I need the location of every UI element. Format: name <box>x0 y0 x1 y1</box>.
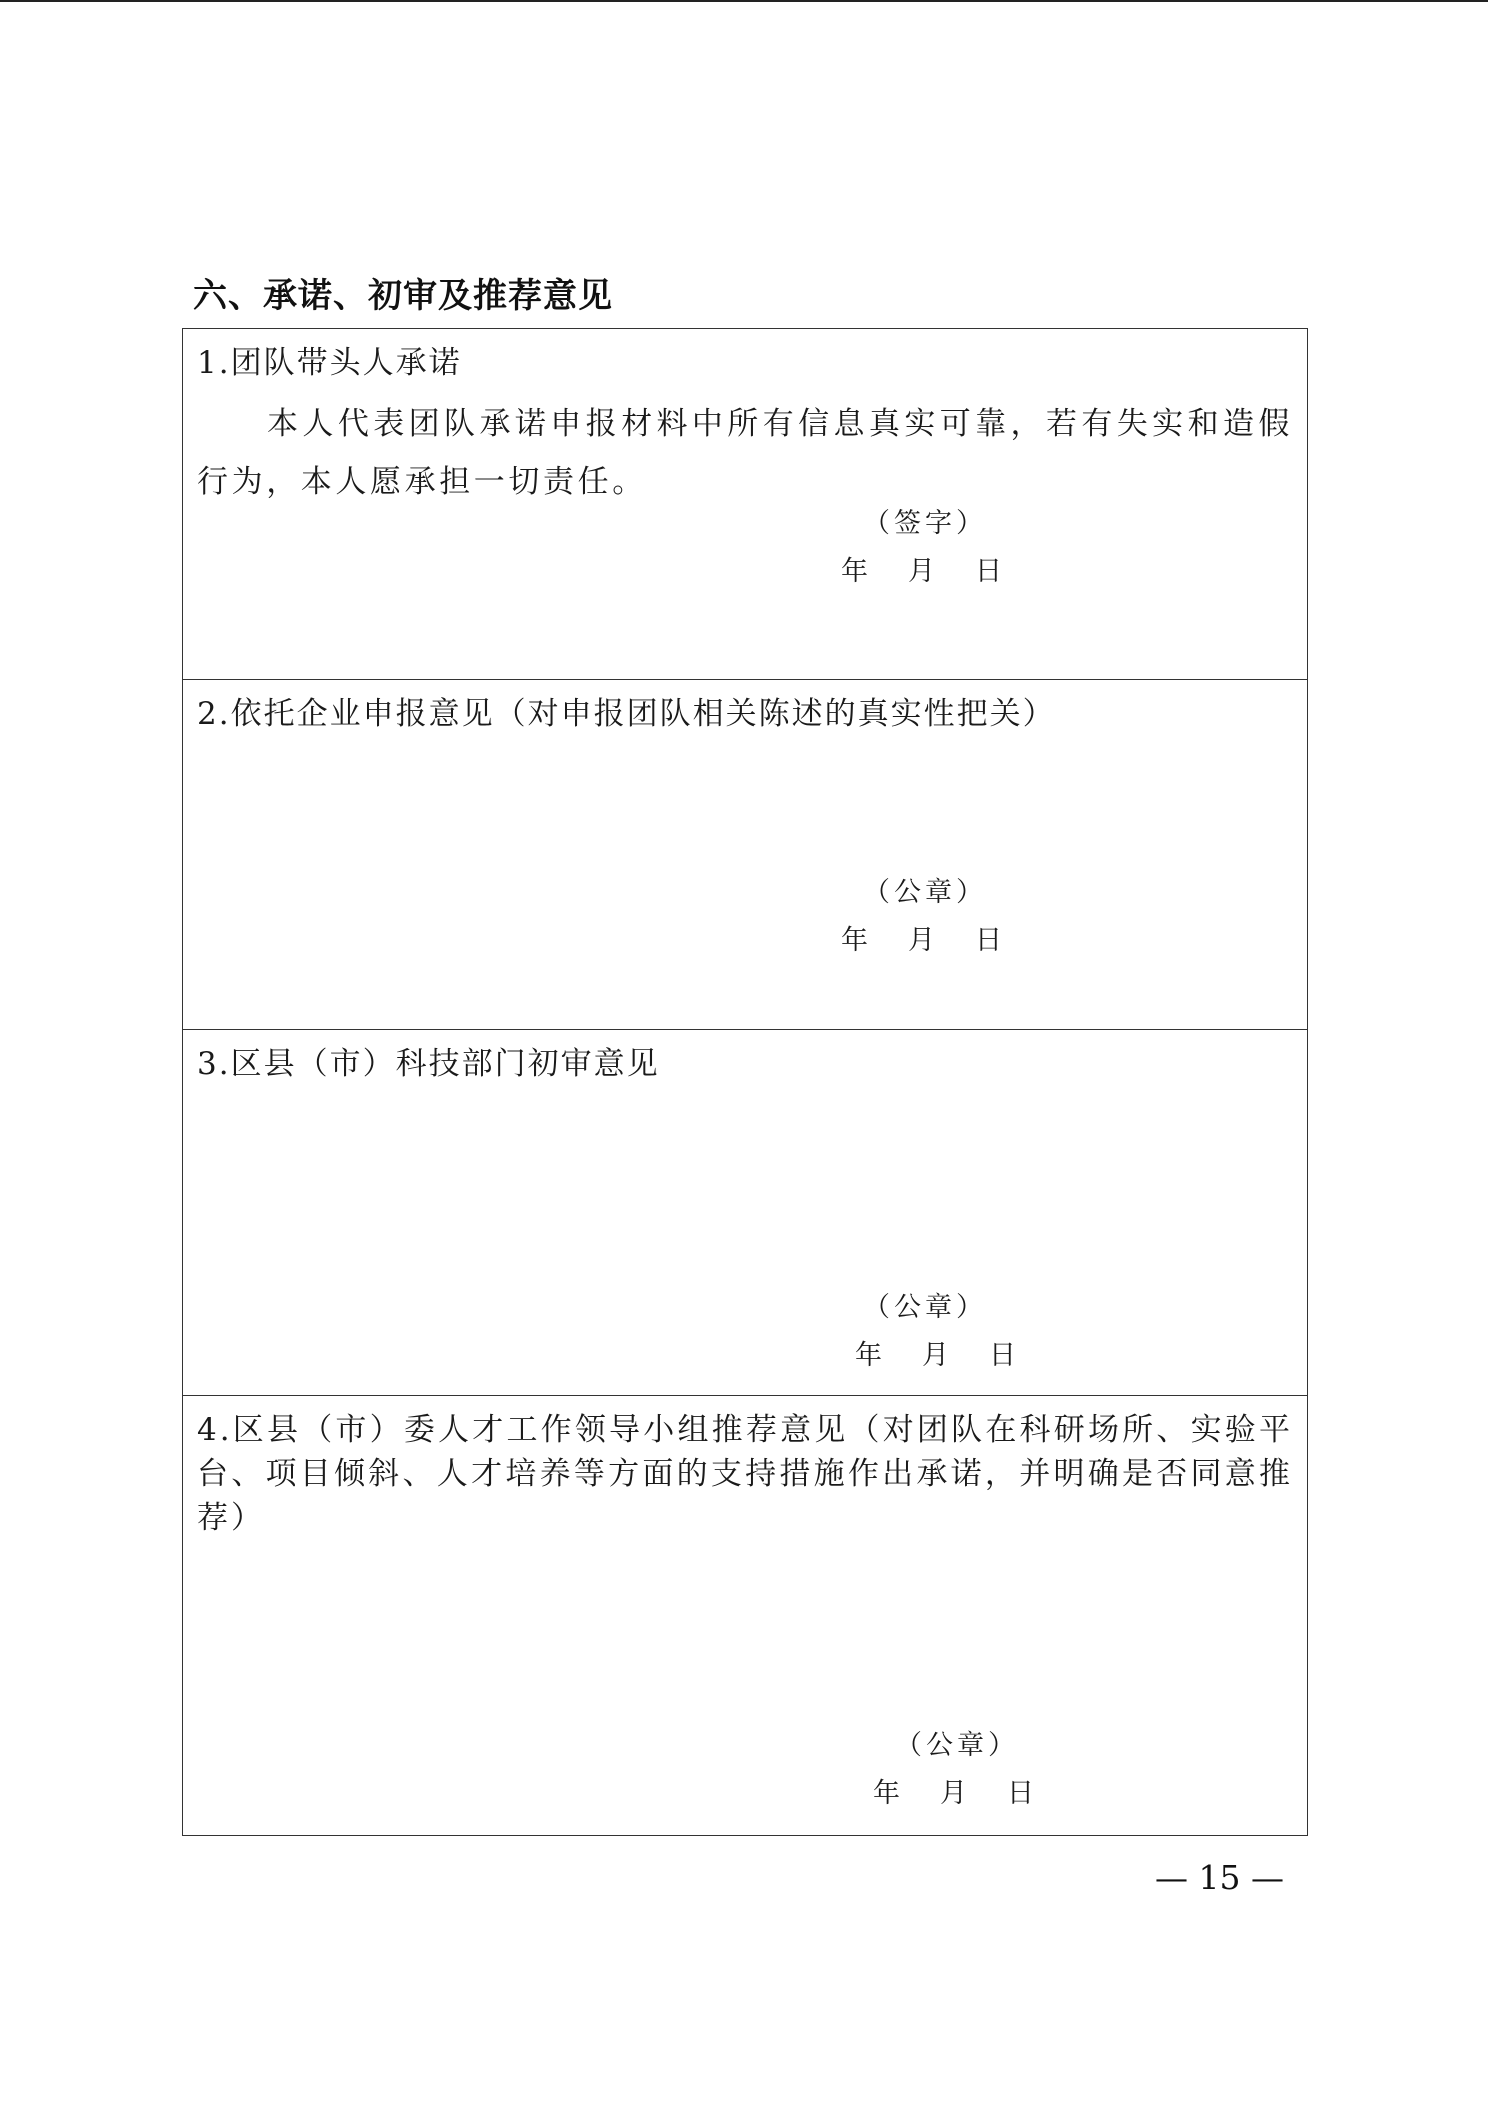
date-month: 月 <box>940 1778 967 1809</box>
section-title: 六、承诺、初审及推荐意见 <box>193 276 613 316</box>
leader-pledge-heading: 1.团队带头人承诺 <box>197 345 462 381</box>
date-year: 年 <box>841 556 868 587</box>
date-month: 月 <box>908 556 935 587</box>
date-month: 月 <box>908 925 935 956</box>
page-number: — 15 — <box>1155 1858 1284 1897</box>
pledge-statement: 本人代表团队承诺申报材料中所有信息真实可靠，若有失实和造假行为，本人愿承担一切责任。 <box>197 406 1293 500</box>
date-year: 年 <box>841 925 868 956</box>
date-day: 日 <box>975 556 1002 587</box>
seal-label: （公章） <box>863 1292 987 1323</box>
opinion-form-table <box>182 328 1308 1836</box>
talent-group-recommendation-heading: 4.区县（市）委人才工作领导小组推荐意见（对团队在科研场所、实验平台、项目倾斜、人才培养等方面的支持措施作出承诺，并明确是否同意推荐） <box>197 1412 1293 1536</box>
seal-label: （公章） <box>895 1730 1019 1761</box>
date-line <box>841 549 1002 588</box>
talent-group-recommendation-cell <box>183 1395 1307 1835</box>
signature-label: （签字） <box>863 508 987 539</box>
enterprise-opinion-cell <box>183 679 1307 1029</box>
tech-dept-review-heading: 3.区县（市）科技部门初审意见 <box>197 1046 660 1082</box>
date-day: 日 <box>1007 1778 1034 1809</box>
date-year: 年 <box>873 1778 900 1809</box>
date-line <box>855 1333 1016 1372</box>
date-day: 日 <box>989 1340 1016 1371</box>
leader-pledge-cell <box>183 329 1307 679</box>
top-border-rule <box>0 0 1488 2</box>
enterprise-opinion-heading: 2.依托企业申报意见（对申报团队相关陈述的真实性把关） <box>197 696 1056 732</box>
date-year: 年 <box>855 1340 882 1371</box>
seal-label: （公章） <box>863 877 987 908</box>
date-month: 月 <box>922 1340 949 1371</box>
date-line <box>873 1771 1034 1810</box>
date-day: 日 <box>975 925 1002 956</box>
date-line <box>841 918 1002 957</box>
tech-dept-review-cell <box>183 1029 1307 1395</box>
